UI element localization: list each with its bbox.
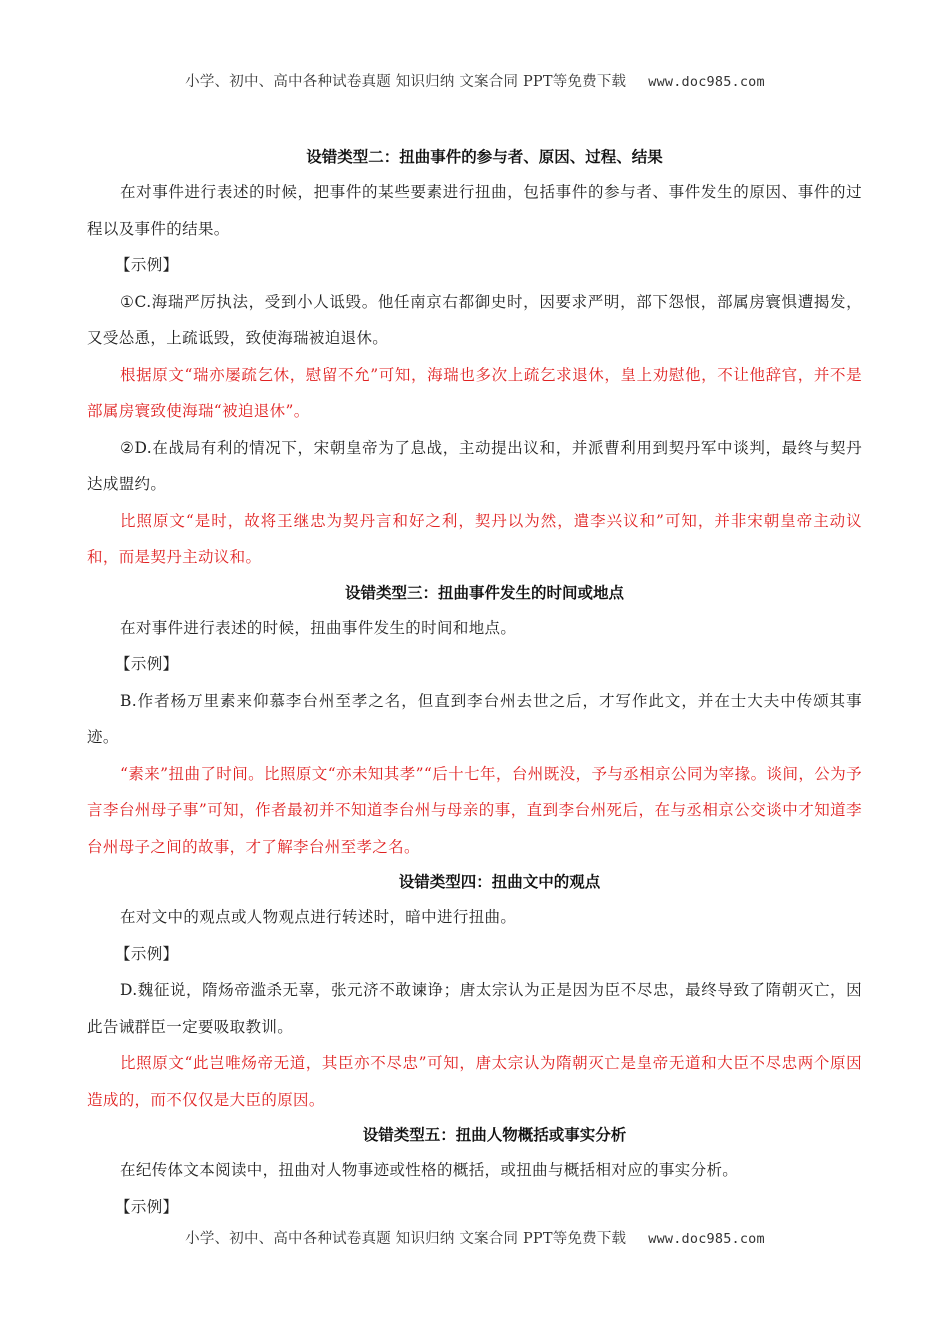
page-header (0, 70, 950, 91)
footer-text: 小学、初中、高中各种试卷真题 知识归纳 文案合同 PPT等免费下载 (185, 1231, 627, 1247)
section-desc-type4: 在对文中的观点或人物观点进行转述时，暗中进行扭曲。 (120, 908, 517, 926)
document-body (87, 140, 862, 1225)
section-title-type4: 设错类型四：扭曲文中的观点 (398, 872, 601, 891)
example-analysis-1: 根据原文“瑞亦屡疏乞休，慰留不允”可知，海瑞也多次上疏乞求退休，皇上劝慰他，不让他辞官，并不是部属房寰致使海瑞“被迫退休”。 (87, 365, 862, 420)
example-analysis-3: “素来”扭曲了时间。比照原文“亦未知其孝”“后十七年，台州既没，予与丞相京公同为宰掾。谈间，公为予言李台州母子事”可知，作者最初并不知道李台州与母亲的事，直到李台州死后，在与丞相京公交谈中才知道李台州母子之间的故事，才了解李台州至孝之名。 (87, 764, 862, 856)
section-title-type2: 设错类型二：扭曲事件的参与者、原因、过程、结果 (306, 147, 663, 166)
example-analysis-4: 比照原文“此岂唯炀帝无道，其臣亦不尽忠”可知，唐太宗认为隋朝灭亡是皇帝无道和大臣不尽忠两个原因造成的，而不仅仅是大臣的原因。 (87, 1054, 862, 1109)
example-label-type5: 【示例】 (115, 1197, 179, 1216)
example-statement-2: ②D.在战局有利的情况下，宋朝皇帝为了息战，主动提出议和，并派曹利用到契丹军中谈判，最终与契丹达成盟约。 (87, 438, 862, 493)
section-desc-type3: 在对事件进行表述的时候，扭曲事件发生的时间和地点。 (120, 618, 517, 637)
example-label-type4: 【示例】 (115, 944, 179, 963)
header-text: 小学、初中、高中各种试卷真题 知识归纳 文案合同 PPT等免费下载 (185, 74, 627, 90)
header-url[interactable]: www.doc985.com (648, 74, 765, 90)
footer-url[interactable]: www.doc985.com (648, 1231, 765, 1247)
example-analysis-2: 比照原文“是时，故将王继忠为契丹言和好之利，契丹以为然，遣李兴议和”可知，并非宋朝皇帝主动议和，而是契丹主动议和。 (87, 511, 862, 566)
section-desc-type2: 在对事件进行表述的时候，把事件的某些要素进行扭曲，包括事件的参与者、事件发生的原因、事件的过程以及事件的结果。 (87, 183, 862, 238)
section-title-type5: 设错类型五：扭曲人物概括或事实分析 (362, 1125, 627, 1144)
example-statement-4: D.魏征说，隋炀帝滥杀无辜，张元济不敢谏诤；唐太宗认为正是因为臣不尽忠，最终导致了隋朝灭亡，因此告诫群臣一定要吸取教训。 (87, 981, 862, 1036)
section-desc-type5: 在纪传体文本阅读中，扭曲对人物事迹或性格的概括，或扭曲与概括相对应的事实分析。 (120, 1161, 739, 1179)
page-footer (0, 1227, 950, 1248)
example-statement-3: B.作者杨万里素来仰慕李台州至孝之名，但直到李台州去世之后，才写作此文，并在士大夫中传颂其事迹。 (87, 691, 862, 746)
example-statement-1: ①C.海瑞严厉执法，受到小人诋毁。他任南京右都御史时，因要求严明，部下怨恨，部属房寰惧遭揭发，又受怂恿，上疏诋毁，致使海瑞被迫退休。 (87, 292, 862, 347)
example-label-type2: 【示例】 (115, 256, 179, 274)
section-title-type3: 设错类型三：扭曲事件发生的时间或地点 (344, 582, 624, 602)
example-label-type3: 【示例】 (115, 655, 179, 673)
